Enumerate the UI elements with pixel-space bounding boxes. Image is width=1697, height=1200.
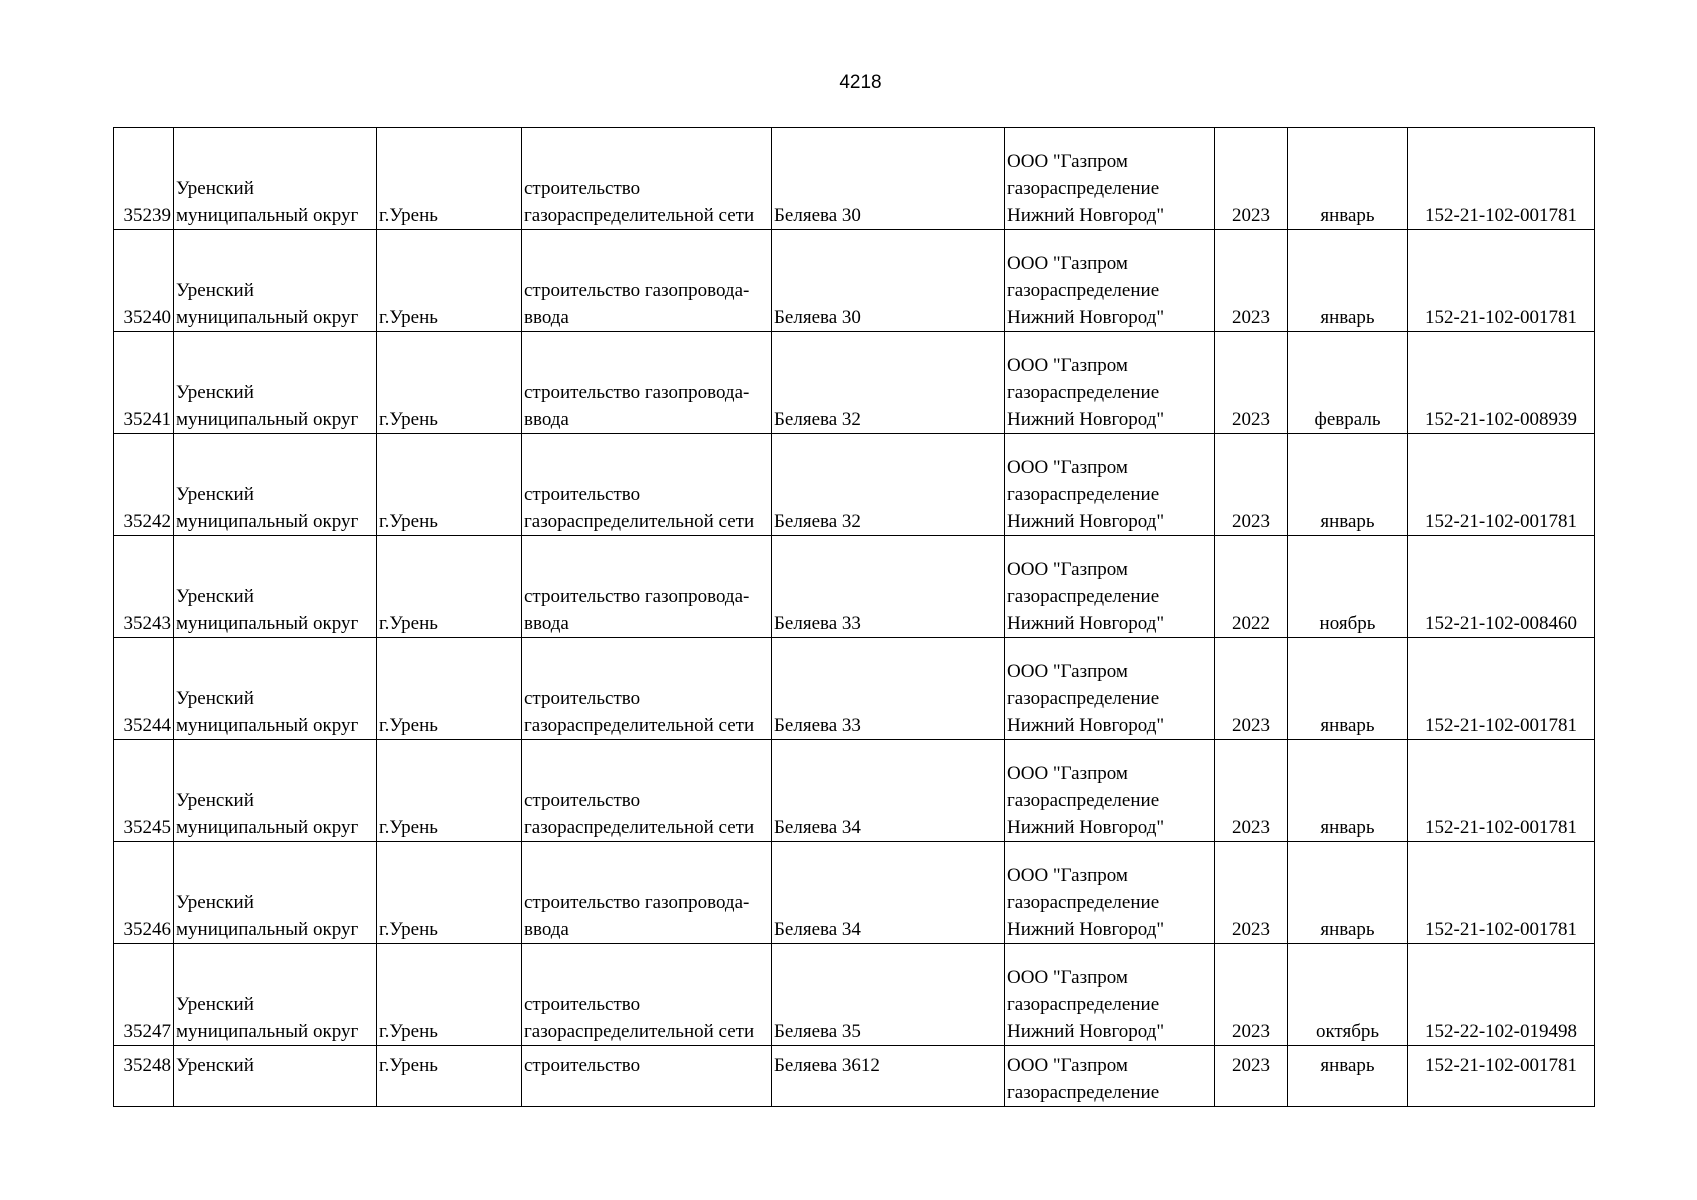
organization-cell <box>1005 1046 1215 1107</box>
district-name-line: Уренский <box>176 1055 254 1076</box>
organization-line: ООО "Газпром <box>1007 355 1128 376</box>
row-number-cell: 35239 <box>114 128 174 230</box>
table-row <box>114 740 1595 842</box>
address-cell: Беляева 34 <box>772 842 1005 944</box>
work-type-line: газораспределительной сети <box>524 817 755 838</box>
row-number-cell: 35241 <box>114 332 174 434</box>
row-number-cell: 35245 <box>114 740 174 842</box>
work-type-cell <box>522 128 772 230</box>
table-row <box>114 332 1595 434</box>
district-name-line: муниципальный округ <box>176 205 359 226</box>
page-number: 4218 <box>839 72 882 93</box>
year-cell: 2023 <box>1215 740 1288 842</box>
year-cell: 2023 <box>1215 128 1288 230</box>
district-name-line: муниципальный округ <box>176 613 359 634</box>
district-name-line: муниципальный округ <box>176 1021 359 1042</box>
district-name-cell <box>174 536 377 638</box>
row-number-cell: 35247 <box>114 944 174 1046</box>
organization-line: ООО "Газпром <box>1007 559 1128 580</box>
table-row <box>114 230 1595 332</box>
work-type-line: газораспределительной сети <box>524 1021 755 1042</box>
work-type-line: строительство <box>524 1055 641 1076</box>
registry-code-cell: 152-21-102-001781 <box>1408 128 1595 230</box>
city-name-cell: г.Урень <box>377 434 522 536</box>
district-name-line: Уренский <box>176 892 254 913</box>
organization-line: газораспределение <box>1007 790 1160 811</box>
registry-table <box>113 127 1595 1107</box>
organization-cell <box>1005 434 1215 536</box>
organization-line: Нижний Новгород" <box>1007 511 1165 532</box>
district-name-line: Уренский <box>176 178 254 199</box>
work-type-line: строительство <box>524 688 641 709</box>
work-type-line: газораспределительной сети <box>524 205 755 226</box>
work-type-line: ввода <box>524 409 569 430</box>
work-type-line: ввода <box>524 613 569 634</box>
organization-cell <box>1005 842 1215 944</box>
work-type-cell <box>522 638 772 740</box>
month-cell: октябрь <box>1288 944 1408 1046</box>
registry-code-cell: 152-21-102-008460 <box>1408 536 1595 638</box>
work-type-line: строительство газопровода- <box>524 382 750 403</box>
district-name-line: Уренский <box>176 484 254 505</box>
organization-cell <box>1005 128 1215 230</box>
table-row <box>114 638 1595 740</box>
address-cell: Беляева 34 <box>772 740 1005 842</box>
month-cell: январь <box>1288 842 1408 944</box>
work-type-line: ввода <box>524 307 569 328</box>
work-type-cell <box>522 536 772 638</box>
year-cell: 2023 <box>1215 842 1288 944</box>
organization-cell <box>1005 638 1215 740</box>
city-name-cell: г.Урень <box>377 332 522 434</box>
address-cell: Беляева 32 <box>772 332 1005 434</box>
city-name-cell: г.Урень <box>377 230 522 332</box>
city-name-cell: г.Урень <box>377 638 522 740</box>
district-name-cell <box>174 230 377 332</box>
year-cell: 2023 <box>1215 434 1288 536</box>
month-cell: февраль <box>1288 332 1408 434</box>
row-number-cell: 35246 <box>114 842 174 944</box>
address-cell: Беляева 30 <box>772 128 1005 230</box>
city-name-cell: г.Урень <box>377 842 522 944</box>
organization-line: ООО "Газпром <box>1007 253 1128 274</box>
organization-line: газораспределение <box>1007 382 1160 403</box>
work-type-cell <box>522 230 772 332</box>
year-cell: 2023 <box>1215 638 1288 740</box>
organization-line: газораспределение <box>1007 1082 1160 1103</box>
organization-line: ООО "Газпром <box>1007 151 1128 172</box>
month-cell: январь <box>1288 230 1408 332</box>
district-name-line: Уренский <box>176 688 254 709</box>
district-name-cell <box>174 842 377 944</box>
organization-cell <box>1005 740 1215 842</box>
registry-code-cell: 152-21-102-001781 <box>1408 638 1595 740</box>
organization-line: ООО "Газпром <box>1007 661 1128 682</box>
district-name-cell <box>174 944 377 1046</box>
work-type-cell <box>522 944 772 1046</box>
organization-line: газораспределение <box>1007 994 1160 1015</box>
city-name-cell: г.Урень <box>377 1046 522 1107</box>
district-name-cell <box>174 434 377 536</box>
registry-body <box>114 128 1595 1107</box>
district-name-line: Уренский <box>176 586 254 607</box>
work-type-line: строительство <box>524 178 641 199</box>
work-type-cell <box>522 434 772 536</box>
organization-line: ООО "Газпром <box>1007 967 1128 988</box>
district-name-line: Уренский <box>176 790 254 811</box>
row-number-cell: 35248 <box>114 1046 174 1107</box>
work-type-line: строительство газопровода- <box>524 892 750 913</box>
organization-line: Нижний Новгород" <box>1007 307 1165 328</box>
organization-line: газораспределение <box>1007 484 1160 505</box>
work-type-line: строительство <box>524 790 641 811</box>
organization-line: ООО "Газпром <box>1007 457 1128 478</box>
district-name-line: муниципальный округ <box>176 307 359 328</box>
year-cell: 2023 <box>1215 944 1288 1046</box>
district-name-line: муниципальный округ <box>176 409 359 430</box>
district-name-line: муниципальный округ <box>176 919 359 940</box>
organization-line: Нижний Новгород" <box>1007 817 1165 838</box>
month-cell: январь <box>1288 638 1408 740</box>
registry-code-cell: 152-21-102-001781 <box>1408 842 1595 944</box>
organization-line: Нижний Новгород" <box>1007 613 1165 634</box>
district-name-line: Уренский <box>176 382 254 403</box>
organization-line: ООО "Газпром <box>1007 1055 1128 1076</box>
month-cell: ноябрь <box>1288 536 1408 638</box>
city-name-cell: г.Урень <box>377 536 522 638</box>
table-row <box>114 842 1595 944</box>
row-number-cell: 35240 <box>114 230 174 332</box>
row-number-cell: 35242 <box>114 434 174 536</box>
organization-line: газораспределение <box>1007 688 1160 709</box>
work-type-cell <box>522 842 772 944</box>
year-cell: 2023 <box>1215 332 1288 434</box>
district-name-line: муниципальный округ <box>176 817 359 838</box>
work-type-line: газораспределительной сети <box>524 715 755 736</box>
work-type-line: строительство <box>524 994 641 1015</box>
work-type-line: строительство <box>524 484 641 505</box>
work-type-line: ввода <box>524 919 569 940</box>
work-type-cell <box>522 1046 772 1107</box>
work-type-line: строительство газопровода- <box>524 280 750 301</box>
organization-cell <box>1005 230 1215 332</box>
organization-line: Нижний Новгород" <box>1007 1021 1165 1042</box>
organization-line: Нижний Новгород" <box>1007 919 1165 940</box>
city-name-cell: г.Урень <box>377 128 522 230</box>
year-cell: 2023 <box>1215 1046 1288 1107</box>
work-type-cell <box>522 332 772 434</box>
registry-code-cell: 152-21-102-001781 <box>1408 1046 1595 1107</box>
organization-line: газораспределение <box>1007 892 1160 913</box>
table-row <box>114 434 1595 536</box>
registry-code-cell: 152-22-102-019498 <box>1408 944 1595 1046</box>
organization-line: газораспределение <box>1007 178 1160 199</box>
year-cell: 2023 <box>1215 230 1288 332</box>
work-type-line: строительство газопровода- <box>524 586 750 607</box>
city-name-cell: г.Урень <box>377 740 522 842</box>
address-cell: Беляева 30 <box>772 230 1005 332</box>
address-cell: Беляева 33 <box>772 536 1005 638</box>
table-row <box>114 944 1595 1046</box>
district-name-cell <box>174 638 377 740</box>
organization-cell <box>1005 332 1215 434</box>
month-cell: январь <box>1288 128 1408 230</box>
address-cell: Беляева 35 <box>772 944 1005 1046</box>
city-name-cell: г.Урень <box>377 944 522 1046</box>
organization-line: ООО "Газпром <box>1007 763 1128 784</box>
district-name-line: Уренский <box>176 994 254 1015</box>
address-cell: Беляева 3612 <box>772 1046 1005 1107</box>
organization-line: ООО "Газпром <box>1007 865 1128 886</box>
district-name-line: муниципальный округ <box>176 511 359 532</box>
organization-line: Нижний Новгород" <box>1007 715 1165 736</box>
registry-code-cell: 152-21-102-001781 <box>1408 230 1595 332</box>
district-name-line: муниципальный округ <box>176 715 359 736</box>
registry-code-cell: 152-21-102-001781 <box>1408 434 1595 536</box>
address-cell: Беляева 33 <box>772 638 1005 740</box>
district-name-cell <box>174 1046 377 1107</box>
district-name-cell <box>174 740 377 842</box>
organization-line: Нижний Новгород" <box>1007 409 1165 430</box>
year-cell: 2022 <box>1215 536 1288 638</box>
row-number-cell: 35244 <box>114 638 174 740</box>
table-row <box>114 536 1595 638</box>
work-type-line: газораспределительной сети <box>524 511 755 532</box>
month-cell: январь <box>1288 434 1408 536</box>
registry-code-cell: 152-21-102-008939 <box>1408 332 1595 434</box>
month-cell: январь <box>1288 1046 1408 1107</box>
organization-cell <box>1005 536 1215 638</box>
address-cell: Беляева 32 <box>772 434 1005 536</box>
organization-line: газораспределение <box>1007 586 1160 607</box>
district-name-cell <box>174 332 377 434</box>
organization-line: Нижний Новгород" <box>1007 205 1165 226</box>
table-row <box>114 1046 1595 1107</box>
month-cell: январь <box>1288 740 1408 842</box>
registry-code-cell: 152-21-102-001781 <box>1408 740 1595 842</box>
row-number-cell: 35243 <box>114 536 174 638</box>
organization-cell <box>1005 944 1215 1046</box>
table-row <box>114 128 1595 230</box>
district-name-cell <box>174 128 377 230</box>
organization-line: газораспределение <box>1007 280 1160 301</box>
district-name-line: Уренский <box>176 280 254 301</box>
work-type-cell <box>522 740 772 842</box>
